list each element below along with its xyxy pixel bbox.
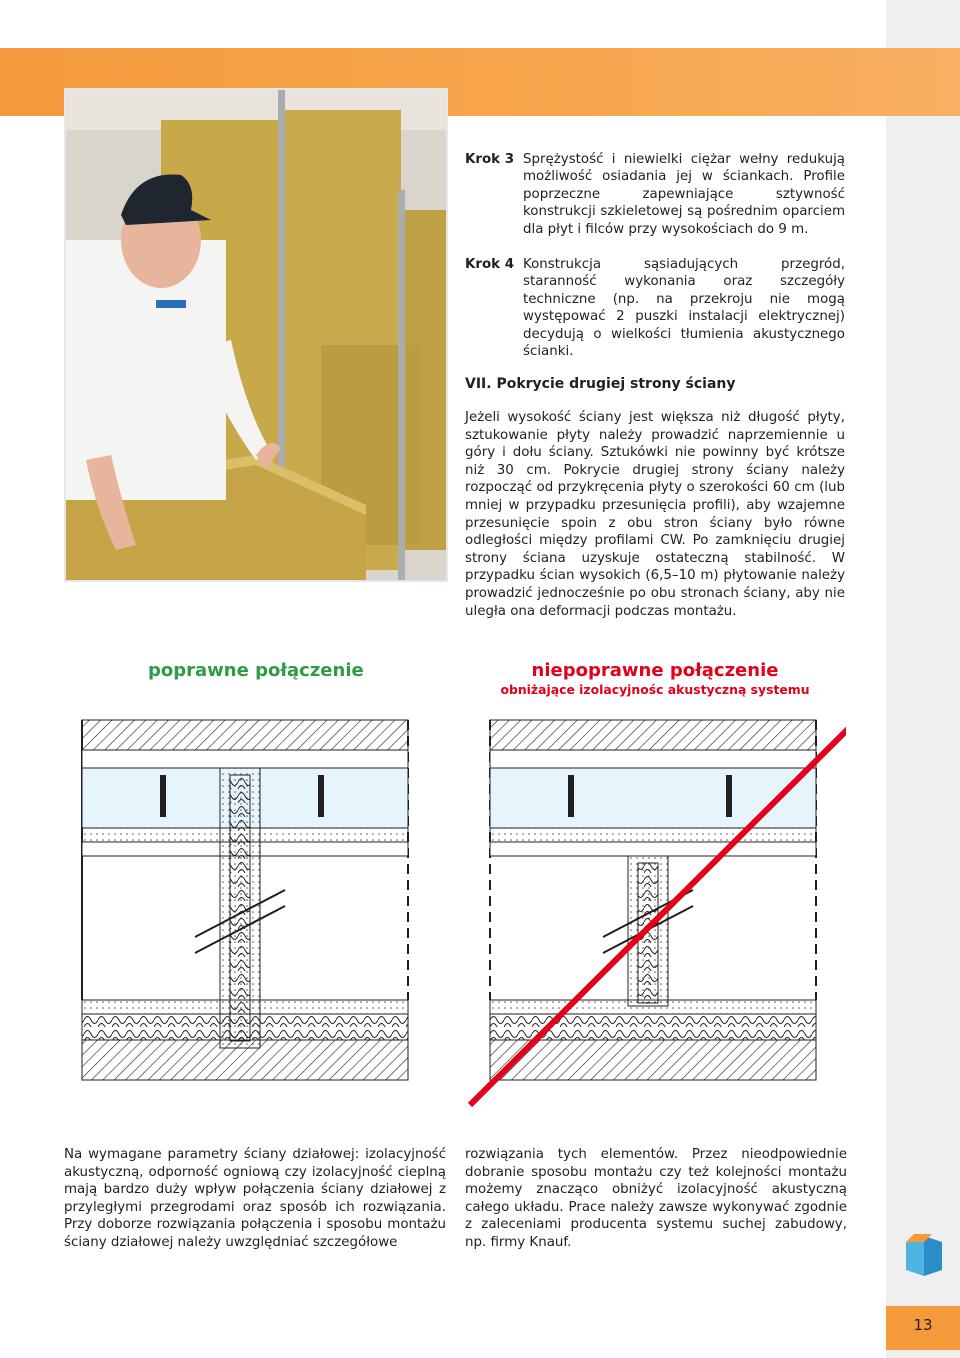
step-3 — [465, 151, 845, 238]
step-4-text: Konstrukcja sąsiadujących przegród, staranność wykonania oraz szczegóły techniczne (np. na przekroju nie mogą występować 2 puszki instalacji elektrycznej) decydują o wielkości tłumienia akustycznego ścianki. — [523, 257, 845, 360]
step-3-text: Sprężystość i niewielki ciężar wełny redukują możliwość osiadania jej w ściankach. Profile poprzeczne zapewniające sztywność konstrukcji szkieletowej są pośrednim oparciem dla płyt i filców przy wysokościach do 9 m. — [523, 152, 845, 237]
incorrect-diagram — [470, 720, 846, 1105]
step-4 — [465, 256, 845, 360]
section-paragraph: Jeżeli wysokość ściany jest większa niż długość płyty, sztukowanie płyty należy prowadzić naprzemiennie u góry i dołu ściany. Sztukówki nie powinny być krótsze niż 30 cm. Pokrycie drugiej strony ściany należy rozpocząć od przykręcenia płyty o szerokości 60 cm (lub mniej w przypadku przesunięcia profili), aby wzajemne przesunięcie spoin z obu stron ściany było równe odległości między profilami CW. Po zamknięciu drugiej strony ściana uzyskuje ostateczną stabilność. W przypadku ścian wysokich (6,5–10 m) płytowanie należy prowadzić jednocześnie po obu stronach ściany, aby nie uległa ona deformacji podczas montażu. — [465, 410, 845, 619]
right-margin-rail — [886, 0, 960, 1358]
incorrect-connection-label: niepoprawne połączenie — [531, 660, 779, 681]
step-3-label: Krok 3 — [465, 152, 515, 167]
section-heading: VII. Pokrycie drugiej strony ściany — [465, 376, 736, 392]
installation-photo — [64, 88, 448, 582]
page-number: 13 — [913, 1316, 933, 1334]
connection-diagrams — [70, 705, 846, 1125]
incorrect-connection-sublabel: obniżające izolacyjnośc akustyczną systemu — [500, 682, 810, 697]
correct-diagram — [82, 720, 408, 1080]
book-icon — [902, 1232, 946, 1280]
bottom-column-1: Na wymagane parametry ściany działowej: izolacyjność akustyczną, odporność ogniową czy izolacyjność cieplną mają bardzo duży wpływ połączenia ściany działowej z przyległymi przegrodami oraz sposób ich rozwiązania. Przy doborze rozwiązania połączenia i sposobu montażu ściany działowej należy uwzględniać szczegółowe — [64, 1147, 446, 1250]
step-4-label: Krok 4 — [465, 257, 515, 272]
correct-connection-label: poprawne połączenie — [148, 660, 364, 681]
bottom-column-2: rozwiązania tych elementów. Przez nieodpowiednie dobranie sposobu montażu czy też kolejności montażu możemy znacząco obniżyć izolacyjność akustyczną całego układu. Prace należy zawsze wykonywać zgodnie z zaleceniami producenta systemu suchej zabudowy, np. firmy Knauf. — [465, 1147, 847, 1250]
